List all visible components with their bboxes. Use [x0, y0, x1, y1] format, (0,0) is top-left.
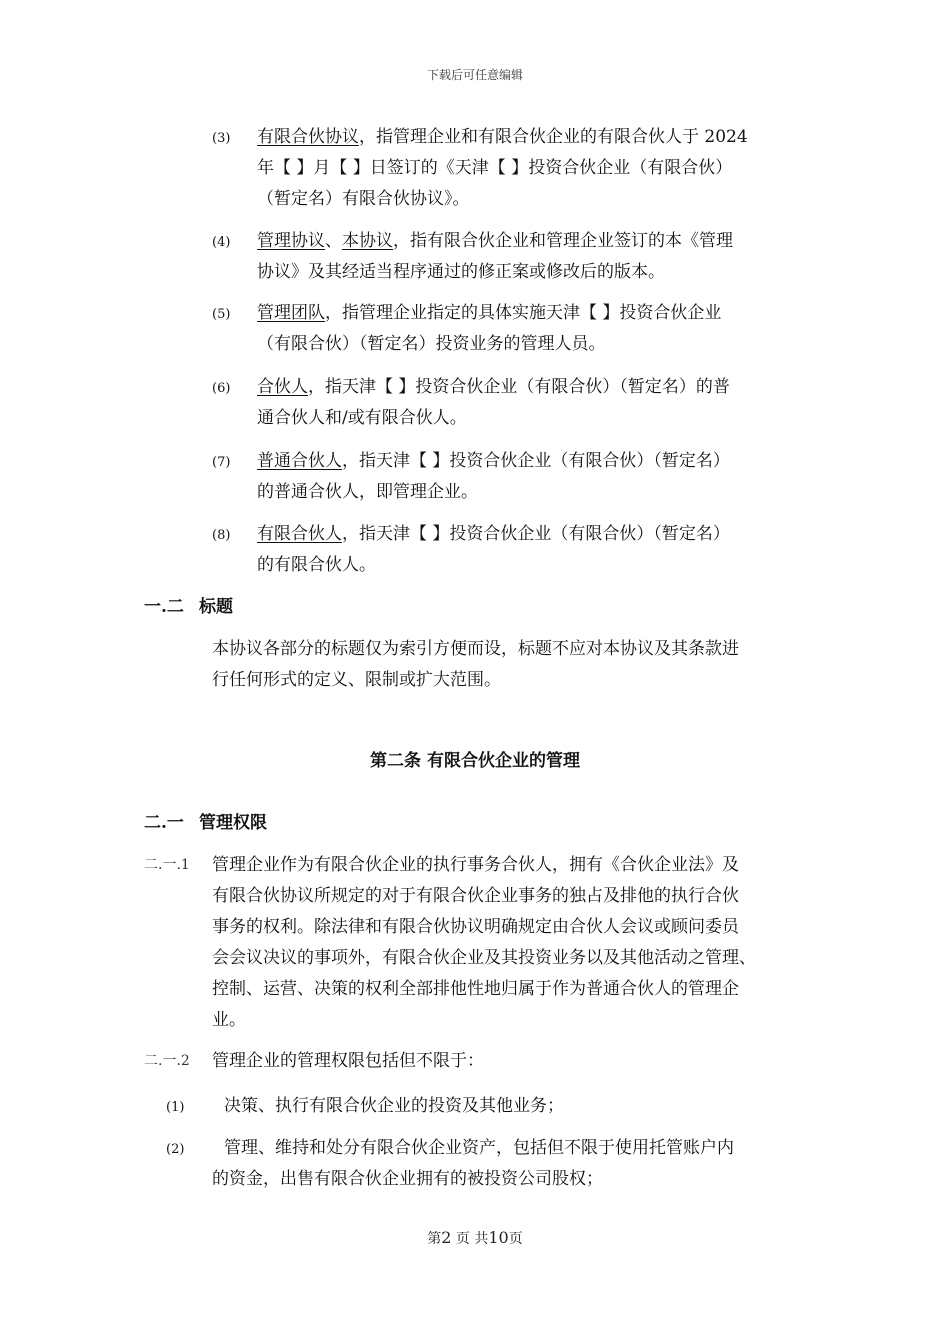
clause-number: 二.一.2	[144, 1053, 190, 1069]
defined-term: 合伙人	[257, 377, 308, 397]
section-title: 管理权限	[199, 813, 267, 833]
clause-number: 二.一.1	[144, 857, 190, 873]
item-number: (8)	[212, 528, 231, 543]
clause-text: 管理企业作为有限合伙企业的执行事务合伙人，拥有《合伙企业法》及 有限合伙协议所规定的对于有限合伙企业事务的独占及排他的执行合伙 事务的权利。除法律和有限合伙协议明确规定由合伙人会议或顾问委员 会会议决议的事项外，有限合伙企业及其投资业务以及其他活动之管理、 控制、运营、决策的权利全部排他性地归属于作为普通合伙人的管理企 业。	[212, 855, 756, 1030]
item-number: (2)	[166, 1142, 185, 1157]
item-number: (7)	[212, 455, 231, 470]
clause	[144, 850, 824, 1036]
section-title: 标题	[199, 597, 233, 617]
item-number: (4)	[212, 235, 231, 250]
item-number: (3)	[212, 131, 231, 146]
item-number: (6)	[212, 381, 231, 396]
article-title: 第二条 有限合伙企业的管理	[370, 751, 580, 771]
page-number: 2	[441, 1228, 452, 1247]
section-heading	[144, 592, 233, 623]
section-paragraph: 本协议各部分的标题仅为索引方便而设，标题不应对本协议及其条款进 行任何形式的定义、限制或扩大范围。	[212, 639, 739, 690]
defined-term: 管理团队	[257, 303, 325, 323]
section-heading	[144, 808, 267, 839]
definition-item: (7) 普通合伙人，指天津【 】投资合伙企业（有限合伙）（暂定名） 的普通合伙人，即管理企业。	[212, 446, 812, 508]
section-number: 二.一	[144, 813, 184, 833]
defined-term: 普通合伙人	[257, 451, 342, 471]
defined-term: 本协议	[342, 231, 393, 251]
page-footer: 第2 页 共10页	[427, 1228, 523, 1247]
list-item: (2) 管理、维持和处分有限合伙企业资产，包括但不限于使用托管账户内 的资金，出售有限合伙企业拥有的被投资公司股权；	[166, 1133, 816, 1195]
list-item: (1) 决策、执行有限合伙企业的投资及其他业务；	[166, 1091, 816, 1122]
item-number: (5)	[212, 307, 231, 322]
definition-item: (5) 管理团队，指管理企业指定的具体实施天津【 】投资合伙企业 （有限合伙）（暂定名）投资业务的管理人员。	[212, 298, 812, 360]
definition-item: (3) 有限合伙协议，指管理企业和有限合伙企业的有限合伙人于 2024 年【 】月【 】日签订的《天津【 】投资合伙企业（有限合伙） （暂定名）有限合伙协议》。	[212, 122, 812, 215]
page-header: 下载后可任意编辑	[426, 68, 523, 82]
defined-term: 有限合伙人	[257, 524, 342, 544]
definition-item: (6) 合伙人，指天津【 】投资合伙企业（有限合伙）（暂定名）的普 通合伙人和/或有限合伙人。	[212, 372, 812, 434]
item-number: (1)	[166, 1100, 185, 1115]
total-pages: 10	[488, 1228, 509, 1247]
defined-term: 有限合伙协议	[257, 127, 359, 147]
definition-item: (4) 管理协议、本协议，指有限合伙企业和管理企业签订的本《管理 协议》及其经适当程序通过的修正案或修改后的版本。	[212, 226, 812, 288]
defined-term: 管理协议	[257, 231, 325, 251]
section-number: 一.二	[144, 597, 184, 617]
clause	[144, 1046, 824, 1077]
clause-text: 管理企业的管理权限包括但不限于：	[212, 1051, 484, 1071]
definition-item: (8) 有限合伙人，指天津【 】投资合伙企业（有限合伙）（暂定名） 的有限合伙人。	[212, 519, 812, 581]
